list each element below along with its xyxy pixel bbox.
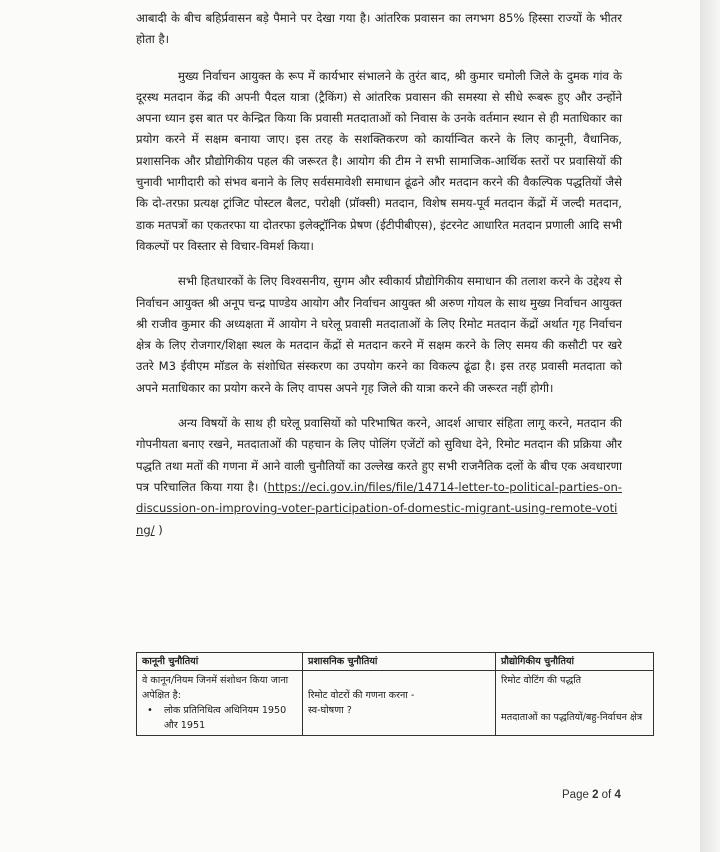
bullet-icon: • <box>147 705 153 716</box>
table-header-row <box>137 653 654 671</box>
admin-line-2: स्व-घोषणा ? <box>308 705 352 716</box>
page-number <box>562 789 621 801</box>
paragraph-1: आबादी के बीच बहिर्प्रवासन बड़े पैमाने पर देखा गया है। आंतरिक प्रवासन का लगभग 85% हिस्सा राज्यों के भीतर होता है। <box>136 11 622 47</box>
paragraph-4 <box>136 413 622 541</box>
legal-bullet-text: लोक प्रतिनिधित्व अधिनियम 1950 और 1951 <box>164 705 287 731</box>
legal-bullet-item <box>142 703 297 733</box>
admin-line-1: रिमोट वोटरों की गणना करना - <box>308 690 415 701</box>
document-body <box>136 8 622 555</box>
page-total: 4 <box>614 789 621 801</box>
header-technological-challenges: प्रौद्योगिकीय चुनौतियां <box>496 653 654 671</box>
page-edge <box>700 0 720 852</box>
eci-letter-link[interactable]: https://eci.gov.in/files/file/14714-letter-to-political-parties-on-discussion-on-improving-voter-participation-of-domestic-migrant-using-remote-voting/ <box>136 479 622 537</box>
legal-intro: वे कानून/नियम जिनमें संशोधन किया जाना अपेक्षित है: <box>142 675 289 701</box>
paragraph-4-text: अन्य विषयों के साथ ही घरेलू प्रवासियों को परिभाषित करने, आदर्श आचार संहिता लागू करने, मतदान की गोपनीयता बनाए रखने, मतदाताओं की पहचान के लिए पोलिंग एजेंटों को सुविधा देने, रिमोट मतदान की प्रक्रिया और पद्धति तथा मतों की गणना में आने वाली चुनौतियों का उल्लेख करते हुए सभी राजनैतिक दलों के बीच एक अवधारणा पत्र परिचालित किया गया है। ( <box>136 416 622 494</box>
paragraph-4-end: ) <box>154 522 163 537</box>
tech-line-1: रिमोट वोटिंग की पद्धति <box>501 675 582 686</box>
cell-legal <box>137 671 303 736</box>
cell-technological <box>496 671 654 736</box>
cell-administrative <box>303 671 496 736</box>
tech-line-2: मतदाताओं का पद्धतियों/बहु-निर्वाचन क्षेत्र <box>501 712 643 723</box>
table-row <box>137 671 654 736</box>
challenges-table <box>136 652 654 736</box>
paragraph-3: सभी हितधारकों के लिए विश्वसनीय, सुगम और स्वीकार्य प्रौद्योगिकीय समाधान की तलाश करने के उद्देश्य से निर्वाचन आयुक्त श्री अनूप चन्द्र पाण्डेय आयोग और निर्वाचन आयुक्त श्री अरुण गोयल के साथ मुख्य निर्वाचन आयुक्त श्री राजीव कुमार की अध्यक्षता में आयोग ने घरेलू प्रवासी मतदाताओं के लिए रिमोट मतदान केंद्रों अर्थात गृह निर्वाचन क्षेत्र के लिए रोजगार/शिक्षा स्थल के मतदान केंद्रों से मतदान करने में सक्षम करने के लिए समय की कसौटी पर खरे उतरे M3 ईवीएम मॉडल के संशोधित संस्करण का उपयोग करने का विकल्प ढूंढा है। इस तरह प्रवासी मतदाता को अपने मताधिकार का प्रयोग करने के लिए वापस अपने गृह जिले की यात्रा करने की जरूरत नहीं होगी। <box>136 274 622 395</box>
paragraph-2: मुख्य निर्वाचन आयुक्त के रूप में कार्यभार संभालने के तुरंत बाद, श्री कुमार चमोली जिले के दुमक गांव के दूरस्थ मतदान केंद्र की अपनी पैदल यात्रा (ट्रैकिंग) से आंतरिक प्रवासन की समस्या से सीधे रूबरू हुए और उन्होंने अपना ध्यान इस बात पर केन्द्रित किया कि प्रवासी मतदाताओं को निवास के उनके वर्तमान स्थान से ही मताधिकार का प्रयोग करने में सक्षम बनाया जाए। इस तरह के सशक्तिकरण को कार्यान्वित करने के लिए कानूनी, वैधानिक, प्रशासनिक और प्रौद्योगिकीय पहल की जरूरत है। आयोग की टीम ने सभी सामाजिक-आर्थिक स्तरों पर प्रवासियों की चुनावी भागीदारी को संभव बनाने के लिए सर्वसमावेशी समाधान ढूंढने और मतदान करने की वैकल्पिक पद्धतियों जैसे कि दो-तरफ़ा प्रत्यक्ष ट्रांजिट पोस्टल बैलट, परोक्षी (प्रॉक्सी) मतदान, विशेष समय-पूर्व मतदान केंद्रों में जल्दी मतदान, डाक मतपत्रों का एकतरफा या दोतरफा इलेक्ट्रॉनिक प्रेषण (ईटीपीबीएस), इंटरनेट आधारित मतदान प्रणाली आदि सभी विकल्पों पर विस्तार से विचार-विमर्श किया। <box>136 68 622 253</box>
page-current: 2 <box>592 789 599 801</box>
page-of: of <box>598 789 615 801</box>
header-administrative-challenges: प्रशासनिक चुनौतियां <box>303 653 496 671</box>
page-prefix: Page <box>562 789 593 801</box>
header-legal-challenges: कानूनी चुनौतियां <box>137 653 303 671</box>
